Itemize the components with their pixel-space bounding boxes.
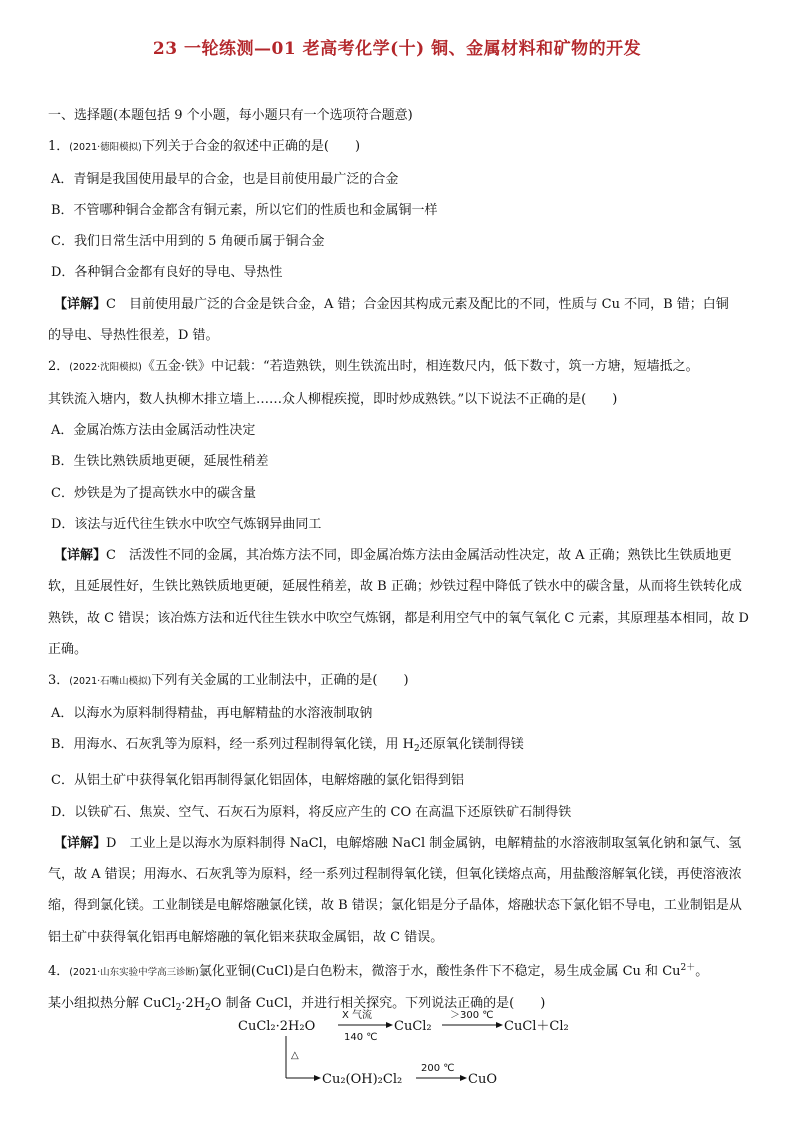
question-3-answer-cont: 铝土矿中获得氧化铝再电解熔融的氧化铝来获取金属铝，故 C 错误。	[48, 929, 444, 945]
arrow-1-top: X 气流	[342, 1010, 373, 1021]
section-heading: 一、选择题(本题包括 9 个小题，每小题只有一个选项符合题意)	[48, 108, 413, 123]
reaction-scheme	[238, 1008, 598, 1108]
arrow-1-bottom: 140 ℃	[344, 1032, 378, 1043]
branch-label: △	[291, 1050, 299, 1061]
arrow-1-head	[386, 1022, 393, 1028]
question-2-option-c: C．炒铁是为了提高铁水中的碳含量	[51, 485, 256, 501]
question-2-option-d: D．该法与近代往生铁水中吹空气炼钢异曲同工	[51, 516, 322, 532]
scheme-branch-product: Cu₂(OH)₂Cl₂	[322, 1072, 403, 1087]
document-body	[48, 100, 772, 1025]
question-2-option-b: B．生铁比熟铁质地更硬，延展性稍差	[51, 454, 269, 470]
question-2-option-a: A．金属冶炼方法由金属活动性决定	[51, 422, 256, 438]
question-3-source: (2021·石嘴山模拟)	[69, 676, 152, 688]
question-1-option-a: A．青铜是我国使用最早的合金，也是目前使用最广泛的合金	[51, 171, 399, 187]
question-3-answer: 【详解】D 工业上是以海水为原料制得 NaCl，电解熔融 NaCl 制金属钠，电解精盐的水溶液制取氢氧化钠和氯气、氢	[54, 835, 742, 851]
reaction-scheme-svg	[238, 1008, 598, 1108]
scheme-products: CuCl＋Cl₂	[504, 1019, 569, 1034]
question-1-answer: 【详解】C 目前使用最广泛的合金是铁合金，A 错；合金因其构成元素及配比的不同，性质与 Cu 不同，B 错；白铜	[54, 296, 729, 312]
question-1-option-d: D．各种铜合金都有良好的导电、导热性	[51, 265, 283, 281]
scheme-final: CuO	[468, 1072, 497, 1087]
question-3-stem: 3．(2021·石嘴山模拟)下列有关金属的工业制法中，正确的是( )	[48, 673, 409, 689]
question-4-stem-cont: 某小组拟热分解 $CuCl_2\cdot 2H_2O$ 制备 CuCl，并进行相关探究。下列说法正确的是( )	[48, 996, 546, 1014]
question-4-stem: 4．(2021·山东实验中学高三诊断)氯化亚铜(CuCl)是白色粉末，微溶于水，酸性条件下不稳定，易生成金属 Cu 和 $Cu^{2+}$。	[48, 963, 709, 980]
question-2-answer: 【详解】C 活泼性不同的金属，其冶炼方法不同，即金属冶炼方法由金属活动性决定，故 A 正确；熟铁比生铁质地更	[54, 548, 732, 564]
answer-label: 【详解】	[54, 548, 107, 564]
branch-arrow-head	[314, 1075, 321, 1081]
question-3-option-b: B．用海水、石灰乳等为原料，经一系列过程制得氧化镁，用 $H_2$还原氧化镁制得镁	[51, 736, 524, 754]
arrow-3-top: 200 ℃	[421, 1063, 455, 1074]
question-1-stem: 1．(2021·德阳模拟)下列关于合金的叙述中正确的是( )	[48, 139, 361, 155]
question-1-option-c: C．我们日常生活中用到的 5 角硬币属于铜合金	[51, 234, 325, 250]
question-4-source: (2021·山东实验中学高三诊断)	[69, 967, 199, 979]
question-2-source: (2022·沈阳模拟)	[69, 362, 142, 374]
question-3-answer-cont: 气，故 A 错误；用海水、石灰乳等为原料，经一系列过程制得氧化镁，但氧化镁熔点高，用盐酸溶解氧化镁，再使溶液浓	[48, 867, 742, 883]
question-1-option-b: B．不管哪种铜合金都含有铜元素，所以它们的性质也和金属铜一样	[51, 202, 438, 218]
question-3-answer-cont: 缩，得到氯化镁。工业制镁是电解熔融氯化镁，故 B 错误；氯化铝是分子晶体，熔融状态下氯化铝不导电，工业制铝是从	[48, 898, 742, 914]
question-2-answer-cont: 熟铁，故 C 错误；该冶炼方法和近代往生铁水中吹空气炼钢，都是利用空气中的氧气氧化 C 元素，其原理基本相同，故 D	[48, 610, 749, 626]
question-3-option-d: D．以铁矿石、焦炭、空气、石灰石为原料，将反应产生的 CO 在高温下还原铁矿石制得铁	[51, 804, 572, 820]
question-1-answer-cont: 的导电、导热性很差，D 错。	[48, 328, 219, 344]
question-3-option-c: C．从铝土矿中获得氧化铝再制得氯化铝固体，电解熔融的氯化铝得到铝	[51, 773, 464, 789]
arrow-2-head	[496, 1022, 503, 1028]
scheme-start: CuCl₂·2H₂O	[238, 1019, 316, 1034]
question-2-stem-cont: 其铁流入塘内，数人执柳木排立墙上……众人柳棍疾搅，即时炒成熟铁。”以下说法不正确的是( )	[48, 391, 618, 407]
question-2-answer-cont: 软，且延展性好，生铁比熟铁质地更硬，延展性稍差，故 B 正确；炒铁过程中降低了铁水中的碳含量，从而将生铁转化成	[48, 579, 742, 595]
question-1-source: (2021·德阳模拟)	[69, 142, 142, 154]
question-3-option-a: A．以海水为原料制得精盐，再电解精盐的水溶液制取钠	[51, 705, 373, 721]
question-2-answer-cont: 正确。	[48, 642, 88, 658]
page-title: 23 一轮练测—01 老高考化学(十) 铜、金属材料和矿物的开发	[152, 39, 642, 59]
arrow-2-top: ＞300 ℃	[450, 1010, 494, 1021]
question-2-stem: 2．(2022·沈阳模拟)《五金·铁》中记载：“若造熟铁，则生铁流出时，相连数尺内，低下数寸，筑一方塘，短墙抵之。	[48, 359, 699, 375]
answer-label: 【详解】	[54, 296, 107, 312]
arrow-3-head	[460, 1075, 467, 1081]
scheme-mid: CuCl₂	[394, 1019, 432, 1034]
answer-label: 【详解】	[54, 835, 107, 851]
